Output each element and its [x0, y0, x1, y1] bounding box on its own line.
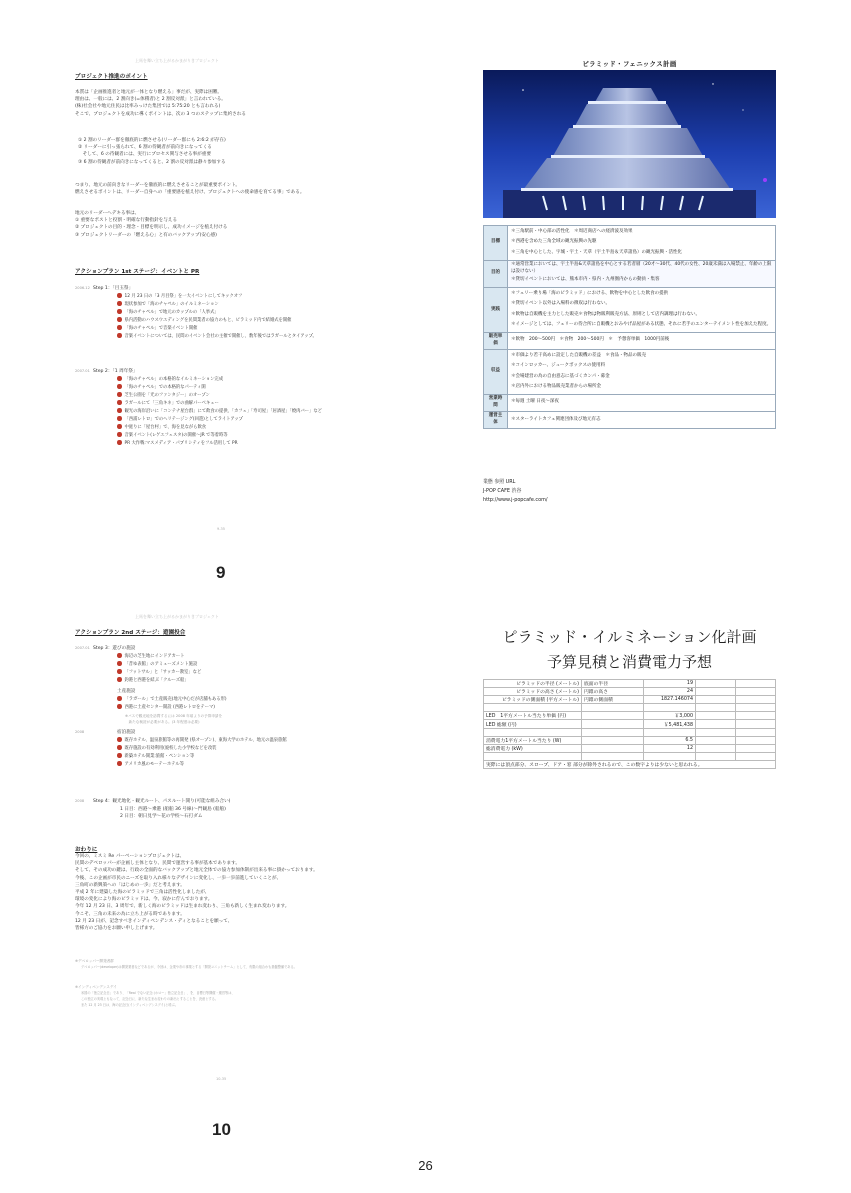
list-item-text: 「海のチャペル」で地元のカップルの「人挙式」 [124, 310, 219, 315]
cell-line: ＊会場建営の為の自由意志に基づくカンパ・募金 [511, 373, 610, 379]
list-item [117, 301, 317, 309]
row-label: 営業時間 [484, 394, 508, 411]
leader-section [75, 210, 227, 239]
list-item [117, 317, 317, 325]
cell [582, 728, 644, 736]
text-line: 12 月 23 日が、記念すべきインディペンデンス・ディとなることを願って、 [75, 918, 233, 924]
pyramid-photo [483, 70, 776, 218]
bullet-icon [117, 325, 122, 330]
list-item-text: 県内活動のハウスウエディングを民間業者の協力のもと、ピラミッド内で結婚式を開催 [124, 318, 292, 323]
cell: 6.5 [644, 736, 696, 744]
row-label: 運営主体 [484, 411, 508, 428]
text-line: そして、6 の待観者には、実行にプロセス関与させる事が重要 [78, 152, 211, 158]
bullet-icon [117, 653, 122, 658]
cell [484, 752, 582, 760]
table-row [484, 688, 776, 696]
text-line: ③ プロジェクトリーダーの「燃える心」と有のバックアップ(安心感) [75, 232, 217, 238]
cell [582, 712, 644, 720]
footnote-developer [75, 958, 297, 970]
running-header: 上馬を舞い立ち上がるかまがりきプロジェクト [135, 614, 219, 619]
cell [582, 752, 644, 760]
bullet-icon [117, 301, 122, 306]
list-item-text: PR 大作戦:マスメディア・パブリシティをフル活用して PR [124, 441, 238, 446]
table-row [484, 287, 776, 332]
cell [736, 680, 776, 688]
bullet-icon [117, 293, 122, 298]
list-item [117, 376, 322, 384]
cell-line: ＊毎週 土曜 日夜〜深夜 [511, 399, 559, 405]
list-item-text: 現状参加で「海のチャペル」のイルミネーション [124, 302, 219, 307]
text-line: 三角町の新興策への「はじめの一歩」だと考えます。 [75, 882, 185, 888]
cell [736, 752, 776, 760]
list-item-text: 芝生公園を「光のファンタジー」のオープン [124, 393, 210, 398]
plan-table [483, 225, 776, 429]
table-row [484, 349, 776, 394]
text-line: 新たな検討が必要がある。(3 年程度は必要) [125, 719, 200, 724]
list-item-text: 既存ホテル、温泉旅館等の再開発 (県オープン)、東海大学のホテル、地元の温泉旅館 [124, 738, 287, 743]
list-item-text: 釣港と西港を結ぶ「クルーズ船」 [124, 678, 189, 683]
cell: 1827.146074 [644, 696, 696, 704]
list-item-text: 新築ホテル開業:旅館・ペンション等 [124, 754, 195, 759]
cell [736, 712, 776, 720]
text-line: この独立の実現ともなって、記念日に、新たな生まれ変わりの新出とすることを、決意とする。 [81, 997, 218, 1001]
text-line: 1 日目：西港〜乗港 (船舶 36 号線)〜門観島 (船舶) [120, 807, 226, 812]
cell-line: ＊コインロッカー、ジュークボックスの使用料 [511, 363, 605, 369]
list-item [117, 669, 201, 677]
text-line: そして、その成功の鍵は、行政の全面的なバックアップと地元全体での協力参加体制が出来る事に掛かっております。 [75, 868, 318, 874]
list-item-text: 海辺の芝生地にインドアカート [124, 654, 185, 659]
cell [736, 744, 776, 752]
cell-line: ＊飲物は自販機を主力とした販売＊食物は物販利販売方法、原則として店内調理は行わない。 [511, 311, 700, 317]
table-row [484, 760, 776, 768]
cell: ピラミッドの半径 (メートル) [484, 680, 582, 688]
cell [644, 728, 696, 736]
list-item-text: 音楽イベント(レゲエフェスタ)の開催〜JR で等着時等 [124, 433, 228, 438]
row-label: 目標 [484, 226, 508, 261]
cell-line: ＊貸切イベント以外は入場料の徴収は行わない。 [511, 301, 610, 307]
bullet-icon [117, 309, 122, 314]
cell [582, 736, 644, 744]
step4-list [120, 806, 226, 820]
step2-list [117, 376, 322, 448]
list-item [117, 704, 227, 712]
bullet-icon [117, 376, 122, 381]
list-item-text: 既存施設の有効利用(廃校した小学校などを改装 [124, 746, 217, 751]
text-line: 今回の、ミスミ Re パーベーションプロジェクトは、 [75, 854, 185, 859]
cell-line: ＊通常営業においては、宇土半島&天草諸島を中心とする若者層（20才〜30代、40代の女性、20歳未満は入場禁止、年齢の上限は設けない） [511, 262, 772, 274]
cell [736, 720, 776, 728]
lodging-note [125, 714, 222, 725]
step3-date: 2007.01 [75, 646, 90, 650]
step1-heading: Step 1：「目玉祭」 [93, 286, 134, 291]
table-row [484, 332, 776, 349]
text-line: つまり、地元の前向きなリーダーを徹底的に燃えさせることが最重要ポイント。 [75, 183, 240, 188]
list-item-text: 「フットサル」と「サッカー教室」など [124, 670, 202, 675]
row-value [508, 260, 776, 287]
cell-line: ＊三角駅前・中心部の活性化 ＊周辺商店への経済波及効果 [511, 229, 633, 235]
cell-line: ＊三角を中心とした、宇城・宇土・天草（宇土半島＆天草諸島）の観光振興・活性化 [511, 249, 682, 255]
bullet-icon [117, 753, 122, 758]
list-item [117, 424, 322, 432]
cell [582, 720, 644, 728]
bullet-icon [117, 424, 122, 429]
list-item [117, 753, 287, 761]
list-item [117, 761, 287, 769]
cell-line: ＊貸切イベントにおいては、熊本市内・県内・九州圏内からの動員・集客 [511, 277, 660, 283]
text-line: (株)社会社や地元住民は比率みっけた集団では 5:75:20 とも言われる) [75, 104, 221, 110]
cell [582, 704, 644, 712]
row-label: 収益 [484, 349, 508, 394]
list-item [117, 333, 317, 341]
text-line: 環境の変化により海のピラミッドは、今、寂かに佇んでおります。 [75, 897, 213, 903]
row-label: 販売単価 [484, 332, 508, 349]
page-number-small: 10-35 [216, 1077, 227, 1081]
cell [696, 744, 736, 752]
step3-list [117, 653, 201, 685]
text-line: また 12 月 23 日は、海の記念日(インディペンデンスデイ)と呼ぶ。 [81, 1003, 178, 1007]
list-item [117, 661, 201, 669]
list-item [117, 400, 322, 408]
cell [696, 704, 736, 712]
text-line: ※バスで観光地を訪問するには 2008 年頃よりの予算申請を [125, 714, 223, 718]
bullet-icon [117, 704, 122, 709]
list-item-text: 「海のチャペル」で音楽イベント開催 [124, 326, 198, 331]
bullet-icon [117, 408, 122, 413]
text-line: 地元のリーダーへデキる事は、 [75, 211, 140, 216]
bullet-icon [117, 392, 122, 397]
table-row [484, 680, 776, 688]
text-line: 今こそ、三角の未来の為に立ち上がる時であります。 [75, 911, 185, 917]
list-item [117, 309, 317, 317]
section-title-points: プロジェクト推進のポイント [75, 74, 148, 80]
cell [696, 688, 736, 696]
stay-list [117, 737, 287, 769]
text-line: 今後、この企画が市民のニーズを取り入れ様々なデザインに変化し、一歩一歩前進していくことが、 [75, 875, 282, 881]
cell: 円錐の側面積 [582, 696, 644, 704]
cell-line: ＊西港を含めた三角全域の観光振興の先駆 [511, 239, 597, 245]
list-item [117, 325, 317, 333]
bullet-icon [117, 745, 122, 750]
text-line: 民間のデベロッパーが企画し主体となり、民間で運営する事が基本であります。 [75, 861, 240, 867]
table-row [484, 394, 776, 411]
text-line: 今年 12 月 23 日、3 周年で、新しく海のピラミッドは生まれ変わり、三角も新しく生まれ変わります。 [75, 904, 290, 910]
cell [696, 728, 736, 736]
bullet-icon [117, 416, 122, 421]
list-item [117, 440, 322, 448]
cell [644, 752, 696, 760]
list-item-text: 「西浦レトロ」でのヘリテージング(回遊)としてライトアップ [124, 417, 243, 422]
stay-heading: 宿泊施設 [117, 730, 136, 735]
list-item [117, 384, 322, 392]
table-row [484, 712, 776, 720]
section-title-stage1: アクションプラン 1st ステージ：イベントと PR [75, 269, 200, 275]
cell [696, 720, 736, 728]
intro-paragraph [75, 89, 246, 118]
text-line: 燃えさせるポイントは、リーダー自身への「重要感を植え付け、プロジェクトへの使命感を育てる事」である。 [75, 190, 305, 196]
steps-list [78, 137, 226, 166]
cell-line: ＊スターライトカフェ関連団体及び地元有志 [511, 416, 601, 422]
running-header: 上馬を舞い立ち上がるかまがりきプロジェクト [135, 58, 219, 63]
stay-date: 2008 [75, 730, 85, 734]
text-line: 皆様方のご協力をお願い申し上げます。 [75, 925, 158, 931]
list-item [117, 416, 322, 424]
list-item-text: ラガールにて「三角キネ」での曲解パーベキュー [124, 401, 219, 406]
list-item [117, 737, 287, 745]
row-value [508, 226, 776, 261]
reference-link[interactable]: http://www.j-popcafe.com/ [483, 497, 548, 503]
plan-title: ピラミッド・フェニックス計画 [582, 60, 677, 68]
cell-line: ＊イメージとしては、フェリーの待合所に自販機とおみやげ品屋がある状態、それに若手のエンターテイメント性を加えた程度。 [511, 321, 772, 327]
cell-line: ＊店内外における物品販売業者からの場所金 [511, 383, 601, 389]
cell: ￥5,481,438 [644, 720, 696, 728]
text-line: ① 重要なポストと役割・明確な行動指針を与える [75, 218, 178, 224]
list-item [117, 293, 317, 301]
text-line: ② プロジェクトの目的・理念・目標を明示し、成功イメージを植え付ける [75, 225, 228, 231]
list-item [117, 432, 322, 440]
cell [484, 728, 582, 736]
cell: ピラミッドの高さ (メートル) [484, 688, 582, 696]
cell-line: ＊フェリー乗り場「海のピラミッド」における、飲物を中心とした飲食の提供 [511, 291, 669, 297]
row-label: 目的 [484, 260, 508, 287]
cell: 底面の半径 [582, 680, 644, 688]
cell [484, 704, 582, 712]
list-item-text: 「海のチャペル」の本格的なイルミネーション完成 [124, 377, 224, 382]
cell: 24 [644, 688, 696, 696]
cell: LED 1平方メートル当たり単価 (円) [484, 712, 582, 720]
row-value [508, 332, 776, 349]
text-line: ③ 6 割の待観者が前向きになってくると、2 割の反対派は静々参加する [78, 159, 226, 165]
bullet-icon [117, 761, 122, 766]
step4-heading: Step 4：観光地化・観光ルート、パスルート開り(可能な組み合い) [93, 799, 231, 804]
list-item [117, 745, 287, 753]
text-line: 米国の「独立記念日」であり、「Real でない記念 (ホロー」独立記念日」、を、目標日等開催・運営等は、 [81, 991, 235, 995]
list-item [117, 696, 227, 704]
row-value [508, 349, 776, 394]
cell: 12 [644, 744, 696, 752]
row-label: 実践 [484, 287, 508, 332]
pyramid-illustration [483, 70, 776, 218]
text-line: J-POP CAFE 渋谷 [483, 488, 522, 494]
list-item-text: アメリカ風のモーテーホテル等 [124, 762, 184, 767]
list-item [117, 653, 201, 661]
text-line: ① 2 割のリーダー群を徹底的に燃させる(リーダー群にも 2:6:2 が存在) [78, 138, 226, 143]
cell [696, 712, 736, 720]
footnote-independence [75, 984, 235, 1008]
lodging-list [117, 696, 227, 712]
bullet-icon [117, 677, 122, 682]
text-line: そこで、プロジェクトを成功に導くポイントは、次の 3 つのステップに集約される [75, 111, 246, 117]
text-line: デベロッパー(developer)は開発業者などであるが、今回は、企業や市の事業とする「開発ユニットチーム」として、有限の組合わも基盤整備である。 [81, 965, 297, 969]
bullet-icon [117, 737, 122, 742]
page-number-small: 9-35 [217, 527, 225, 531]
cell [696, 680, 736, 688]
cell [736, 728, 776, 736]
text-line: 2 日目：朝日見学〜花の学校〜石打ダム [120, 814, 203, 820]
list-item-text: 「昔ゆ表館」のアミューズメント施設 [124, 662, 198, 667]
reference-block [483, 478, 547, 505]
cell [736, 688, 776, 696]
budget-note: 実際には頂点部分、スロープ、ドア・窓 部分が除外されるので、この数字よりは少ないと思われる。 [484, 760, 776, 768]
cell [736, 696, 776, 704]
cell: 19 [644, 680, 696, 688]
table-row [484, 696, 776, 704]
closing-paragraph [75, 853, 318, 932]
cell-line: ＊市価より若干高めに設定した自販機の差益 ＊食品・物品の販売 [511, 353, 646, 359]
table-row [484, 728, 776, 736]
text-line: ※デベロッパー開発者群 [75, 959, 114, 963]
table-row [484, 720, 776, 728]
page-number-10: 10 [212, 1120, 231, 1139]
text-line: 業態 参照 URL [483, 479, 516, 485]
bullet-icon [117, 661, 122, 666]
cell: ピラミッドの側面積 (平方メートル) [484, 696, 582, 704]
row-value [508, 394, 776, 411]
cell [736, 704, 776, 712]
budget-table [483, 679, 776, 769]
summary-paragraph [75, 182, 304, 196]
page-number-9: 9 [216, 563, 226, 582]
budget-subtitle: 予算見積と消費電力予想 [546, 653, 712, 671]
table-row [484, 260, 776, 287]
step1-list [117, 293, 317, 341]
cell [696, 736, 736, 744]
cell [644, 704, 696, 712]
list-item-text: 12 月 23 日の「3 月目祭」を一大イベントにしてキックオフ [124, 294, 243, 299]
list-item [117, 392, 322, 400]
bullet-icon [117, 432, 122, 437]
bullet-icon [117, 696, 122, 701]
list-item [117, 408, 322, 416]
list-item-text: 音楽イベントについては、民間のイベント会社の主催で開催し、数年後ではラガールとタイアップ。 [124, 334, 317, 339]
table-row [484, 704, 776, 712]
step3-heading: Step 3：遊びの施設 [93, 646, 136, 651]
list-item-text: 中庭りに「屋台村」で、海を見ながら飲食 [124, 425, 207, 430]
section-title-stage2: アクションプラン 2nd ステージ：遊園投合 [75, 630, 186, 636]
bullet-icon [117, 333, 122, 338]
step4-date: 2008 [75, 799, 85, 803]
cell [696, 696, 736, 704]
list-item [117, 677, 201, 685]
list-item-text: 「ラガール」で土産販売(地元中心だが店舗もある形) [124, 697, 227, 702]
table-row [484, 411, 776, 428]
text-line: ※インディペンデンスデイ [75, 985, 117, 989]
sheet-page-number: 26 [418, 1158, 433, 1173]
cell: 消費電力1平方メートル当たり (W) [484, 736, 582, 744]
cell: 円錐の高さ [582, 688, 644, 696]
table-row [484, 744, 776, 752]
text-line: 理由は、一般には、2 割向き(=体積者)と 2 割反対派」と言われている。 [75, 97, 226, 103]
list-item-text: 西港に土産センター開設 (西港レトロをテーマ) [124, 705, 215, 710]
cell: 総消費電力 (kW) [484, 744, 582, 752]
cell: ￥3,000 [644, 712, 696, 720]
closing-title: おわりに [75, 847, 98, 853]
text-line: 本質は「企画推進者と地元が一体となり燃える」事だが、実際は困難。 [75, 90, 223, 95]
cell [582, 744, 644, 752]
bullet-icon [117, 317, 122, 322]
row-value [508, 287, 776, 332]
lodging-heading: 土産施設 [117, 689, 136, 694]
list-item-text: 「海のチャペル」での本格的なパーティ開 [124, 385, 206, 390]
bullet-icon [117, 440, 122, 445]
cell [736, 736, 776, 744]
text-line: ② リーダーに引っ張られて、6 割の待観者が前向きになってくる [78, 145, 212, 151]
table-row [484, 752, 776, 760]
step2-date: 2007.01 [75, 369, 90, 373]
cell [696, 752, 736, 760]
budget-title: ピラミッド・イルミネーション化計画 [502, 628, 757, 646]
table-row [484, 226, 776, 261]
step1-date: 2006.12 [75, 286, 90, 290]
text-line: 平成 2 年に建築した海のピラミッドで三角は活性化しましたが、 [75, 889, 210, 895]
list-item-text: 観光の海岸沿いに「コンテナ屋台群」にて飲食の提供、「カフェ」「寿司屋」「居酒屋」「焼肉バー」など [124, 409, 322, 414]
bullet-icon [117, 400, 122, 405]
row-value [508, 411, 776, 428]
cell: LED 総額 (円) [484, 720, 582, 728]
step2-heading: Step 2：「1 周年祭」 [93, 369, 138, 374]
table-row [484, 736, 776, 744]
bullet-icon [117, 669, 122, 674]
bullet-icon [117, 384, 122, 389]
cell-line: ＊飲物 200〜500円 ＊食物 200〜500円 ＊ 予想客単価 1000円前後 [511, 337, 670, 343]
